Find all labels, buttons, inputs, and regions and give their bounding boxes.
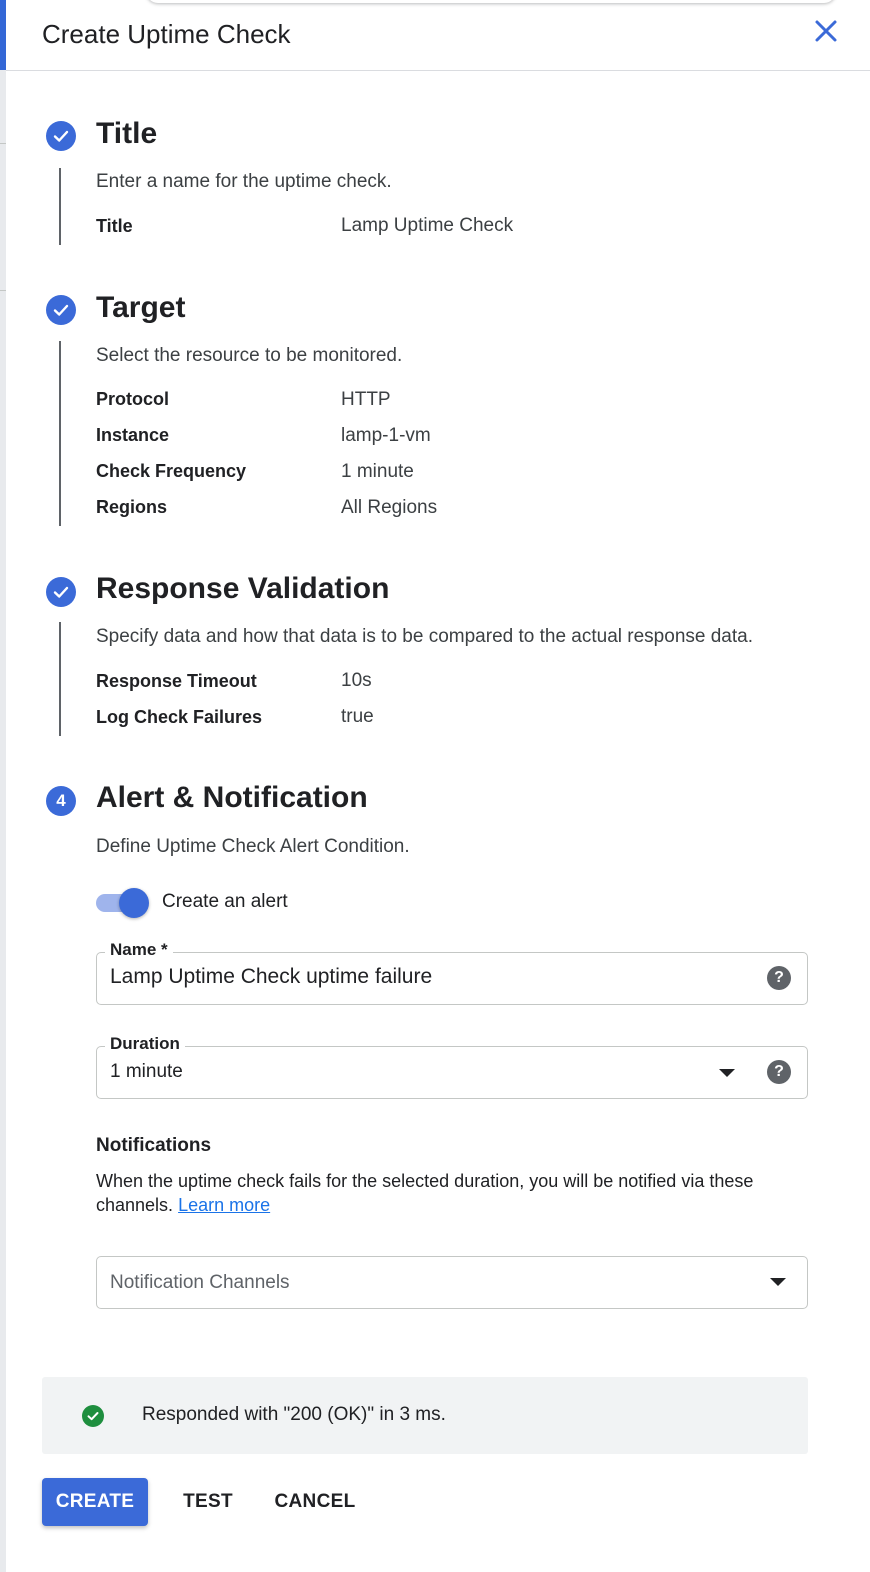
- help-icon[interactable]: ?: [767, 966, 791, 990]
- alert-name-input[interactable]: [110, 965, 750, 989]
- check-circle-icon: [46, 121, 76, 151]
- step-heading-title[interactable]: Title: [96, 117, 158, 150]
- step-heading-response-validation[interactable]: Response Validation: [96, 572, 390, 605]
- summary-label: Log Check Failures: [96, 707, 263, 727]
- notifications-description: [96, 1169, 796, 1217]
- step-number-badge: 4: [46, 786, 76, 816]
- step-heading-target[interactable]: Target: [96, 291, 186, 324]
- caret-down-icon[interactable]: [719, 1069, 735, 1077]
- summary-label: Regions: [96, 497, 168, 517]
- step-connector: [59, 622, 61, 736]
- summary-value: lamp-1-vm: [341, 425, 431, 446]
- dialog-title: Create Uptime Check: [42, 19, 291, 49]
- summary-value: All Regions: [341, 497, 438, 518]
- create-uptime-check-dialog: [6, 0, 870, 1572]
- summary-value: 1 minute: [341, 461, 414, 482]
- summary-value: true: [341, 706, 374, 727]
- create-alert-toggle[interactable]: [96, 888, 152, 918]
- alert-name-field[interactable]: [96, 940, 808, 1005]
- summary-label: Response Timeout: [96, 671, 257, 691]
- field-label: Duration: [105, 1034, 185, 1054]
- summary-label: Protocol: [96, 389, 170, 409]
- notification-channels-select[interactable]: [96, 1256, 808, 1309]
- step-connector: [59, 341, 61, 526]
- create-button[interactable]: CREATE: [42, 1478, 148, 1526]
- summary-value: 10s: [341, 670, 372, 691]
- summary-label: Title: [96, 216, 133, 236]
- notification-channels-placeholder: Notification Channels: [110, 1272, 290, 1293]
- summary-label: Check Frequency: [96, 461, 247, 481]
- step-description: Enter a name for the uptime check.: [96, 171, 392, 192]
- dialog-header: [6, 0, 870, 71]
- caret-down-icon[interactable]: [770, 1278, 786, 1286]
- create-alert-label: Create an alert: [162, 891, 288, 912]
- step-description: Specify data and how that data is to be compared to the actual response data.: [96, 626, 753, 647]
- test-button[interactable]: TEST: [183, 1491, 233, 1512]
- duration-value: 1 minute: [110, 1061, 183, 1082]
- test-result-message: Responded with "200 (OK)" in 3 ms.: [142, 1404, 446, 1425]
- notifications-text: When the uptime check fails for the selected duration, you will be notified via these channels.: [96, 1171, 754, 1215]
- step-heading-alert[interactable]: Alert & Notification: [96, 781, 368, 814]
- field-label: Name *: [105, 940, 173, 960]
- check-circle-icon: [46, 577, 76, 607]
- notifications-heading: Notifications: [96, 1135, 212, 1156]
- check-circle-icon: [46, 295, 76, 325]
- summary-value: HTTP: [341, 389, 391, 410]
- test-result-banner: [42, 1377, 808, 1454]
- toggle-knob: [119, 888, 149, 918]
- help-icon[interactable]: ?: [767, 1060, 791, 1084]
- check-circle-icon: [82, 1405, 104, 1427]
- step-connector: [59, 168, 61, 245]
- duration-select[interactable]: [96, 1034, 808, 1099]
- summary-value: Lamp Uptime Check: [341, 215, 514, 236]
- step-description: Define Uptime Check Alert Condition.: [96, 836, 410, 857]
- learn-more-link[interactable]: Learn more: [178, 1195, 271, 1215]
- step-description: Select the resource to be monitored.: [96, 345, 403, 366]
- summary-label: Instance: [96, 425, 170, 445]
- cancel-button[interactable]: CANCEL: [274, 1491, 356, 1512]
- close-icon[interactable]: [808, 14, 844, 50]
